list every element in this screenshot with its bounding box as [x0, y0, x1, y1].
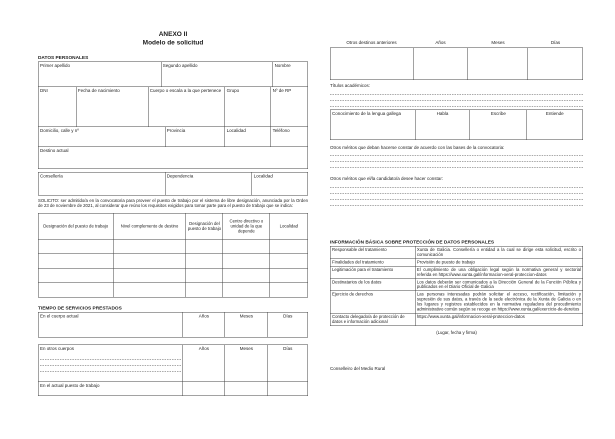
cuerpo-actual-label: En el cuerpo actual	[40, 313, 79, 319]
nombre-label: Nombre	[274, 62, 291, 68]
puesto-header-designacion1: Designación del puesto de trabajo	[39, 214, 114, 240]
otros-destinos-field[interactable]	[331, 48, 414, 80]
puesto-row-cell[interactable]	[39, 269, 114, 284]
otros-destinos-table	[330, 47, 583, 80]
puesto-header-localidad: Localidad	[270, 214, 308, 240]
anos-label: Años	[435, 40, 446, 45]
puesto-row-cell[interactable]	[113, 240, 186, 255]
puesto-row-cell[interactable]	[270, 269, 308, 284]
dependencia-label: Dependencia	[166, 173, 194, 179]
conselleria-table	[38, 172, 308, 196]
writing-line[interactable]	[330, 100, 583, 106]
otros-meritos-candidato-label: Otros méritos que el/la candidato/a desee hacer constar:	[330, 176, 444, 182]
puesto-row-cell[interactable]	[270, 254, 308, 269]
writing-line[interactable]	[330, 200, 583, 206]
proteccion-row-label: Destinatarios de los datos	[331, 279, 416, 291]
titulos-academicos-label: Títulos académicos:	[330, 82, 371, 88]
otros-cuerpos-label: En otros cuerpos	[40, 346, 75, 352]
proteccion-row-label: Contacto delegado/a de protección de datos e información adicional	[331, 313, 416, 325]
segundo-apellido-field[interactable]	[161, 62, 273, 87]
puesto-row-cell[interactable]	[186, 254, 223, 269]
anos-label: Años	[198, 346, 210, 352]
fecha-nacimiento-label: Fecha de nacimiento	[77, 87, 120, 93]
puesto-header-nivel: Nivel complemento de destino	[113, 214, 186, 240]
primer-apellido-field[interactable]	[39, 62, 162, 87]
provincia-field[interactable]	[165, 127, 225, 147]
telefono-label: Teléfono	[272, 127, 290, 133]
lengua-gallega-field[interactable]	[331, 110, 416, 140]
destino-actual-label: Destino actual	[40, 147, 69, 153]
puesto-row-cell[interactable]	[270, 240, 308, 255]
otros-meritos-bases-label: Otros méritos que deban hacerse constar de acuerdo con las bases de la convocatoria:	[330, 144, 505, 150]
otros-cuerpos-meses-field[interactable]	[225, 345, 268, 382]
entiende-field[interactable]	[527, 110, 583, 140]
puesto-table	[38, 213, 308, 298]
localidad2-field[interactable]	[252, 172, 308, 195]
proteccion-row-value: Xunta de Galicia. Consellería o entidad a la cual se dirige esta solicitud, escrito o comunicación	[416, 247, 581, 258]
escribe-field[interactable]	[470, 110, 527, 140]
dias-label: Días	[283, 346, 293, 352]
form-title-line2: Modelo de solicitud	[142, 38, 204, 46]
localidad2-label: Localidad	[253, 173, 273, 179]
puesto-row-cell[interactable]	[113, 283, 186, 298]
lengua-gallega-label: Conocimiento de la lengua gallega	[332, 110, 402, 116]
fecha-nacimiento-field[interactable]	[76, 87, 148, 127]
otros-cuerpos-dias-field[interactable]	[268, 345, 308, 382]
localidad-field[interactable]	[225, 127, 271, 147]
puesto-header-centro: Centro directivo o unidad de la que depende	[223, 214, 270, 240]
domicilio-field[interactable]	[39, 127, 166, 147]
dni-label: DNI	[40, 87, 48, 93]
actual-puesto-label: En el actual puesto de trabajo	[40, 383, 100, 389]
solicito-paragraph: SOLICITO: ser admitido/a en la convocatoria para proveer el puesto de trabajo por el sistema de libre designación, anunciada por la Orden de 23 de noviembre de 2021, al considerar que reúno los requisitos exigidos para tomar parte para el puesto de trabajo que se indica:	[38, 197, 308, 209]
otros-destinos-header-row	[330, 40, 583, 45]
localidad-label: Localidad	[226, 127, 246, 133]
datos-personales-heading: DATOS PERSONALES	[38, 54, 89, 61]
lugar-fecha-firma: (Lugar, fecha y firma)	[436, 329, 477, 335]
proteccion-row-value: El cumplimiento de una obligación legal según la normativa general y sectorial referida en https://www.xunta.gal/informacion-xeral-proteccion-datos	[416, 266, 581, 277]
otros-destinos-meses-field[interactable]	[468, 48, 528, 80]
puesto-row-cell[interactable]	[186, 240, 223, 255]
proteccion-row-value: Los datos deberán ser comunicados a la Dirección General de la Función Pública y publicados en el Diario Oficial de Galicia	[416, 279, 581, 290]
puesto-row-cell[interactable]	[39, 283, 114, 298]
num-rp-field[interactable]	[271, 87, 308, 127]
otros-destinos-dias-field[interactable]	[528, 48, 583, 80]
cuerpo-escala-field[interactable]	[148, 87, 225, 127]
grupo-field[interactable]	[225, 87, 271, 127]
cuerpo-actual-field[interactable]	[39, 313, 184, 338]
puesto-header-designacion2: Designación del puesto de trabajo	[186, 214, 223, 240]
puesto-row-cell[interactable]	[223, 283, 270, 298]
right-column	[330, 40, 583, 371]
proteccion-row-value: Provisión de puesto de trabajo	[415, 259, 583, 266]
segundo-apellido-label: Segundo apellido	[162, 62, 198, 68]
otros-cuerpos-anos-field[interactable]	[183, 345, 225, 382]
puesto-row-cell[interactable]	[113, 254, 186, 269]
meses-label: Meses	[239, 346, 253, 352]
conselleria-label: Consellería	[40, 173, 63, 179]
nombre-field[interactable]	[273, 62, 308, 87]
habla-field[interactable]	[415, 110, 470, 140]
destino-actual-field[interactable]	[39, 147, 309, 169]
anos-label: Años	[198, 313, 210, 319]
actual-puesto-field[interactable]	[39, 382, 184, 396]
puesto-row-cell[interactable]	[223, 240, 270, 255]
puesto-row-cell[interactable]	[39, 240, 114, 255]
actual-puesto-anos-field[interactable]	[183, 382, 225, 396]
puesto-row-cell[interactable]	[186, 283, 223, 298]
otros-cuerpos-table	[38, 345, 308, 397]
form-title-line1: ANEXO II	[158, 30, 188, 38]
cuerpo-actual-meses-field[interactable]	[225, 313, 268, 338]
conselleiro-footer: Conselleiro del Medio Rural	[330, 365, 386, 371]
grupo-label: Grupo	[226, 87, 240, 93]
proteccion-row-value: https://www.xunta.gal/informacion-xeral-proteccion-datos	[415, 313, 583, 325]
primer-apellido-label: Primer apellido	[40, 62, 71, 68]
cuerpo-actual-anos-field[interactable]	[183, 313, 225, 338]
puesto-row-cell[interactable]	[270, 283, 308, 298]
proteccion-row-label: Finalidades del tratamiento	[331, 259, 416, 266]
tiempo-servicios-heading: TIEMPO DE SERVICIOS PRESTADOS	[38, 305, 122, 312]
form-title	[38, 30, 308, 47]
puesto-row-cell[interactable]	[39, 254, 114, 269]
proteccion-datos-heading: INFORMACIÓN BÁSICA SOBRE PROTECCIÓN DE DATOS PERSONALES	[330, 239, 495, 246]
actual-puesto-dias-field[interactable]	[268, 382, 308, 396]
proteccion-row-value: Las personas interesadas podrán solicitar el acceso, rectificación, limitación y supresión de sus datos, a través de la sede electrónica de la Xunta de Galicia o en los lugares y registros establecidos en la normativa reguladora del procedimiento administrativo común según se recoge en https://www.xunta.gal/exercicio-de-dereitos	[416, 291, 581, 312]
entiende-label: Entiende	[545, 110, 564, 116]
domicilio-label: Domicilio, calle y nº	[40, 127, 79, 133]
meses-label: Meses	[239, 313, 253, 319]
dependencia-field[interactable]	[165, 172, 252, 195]
lengua-gallega-table	[330, 109, 583, 140]
actual-puesto-meses-field[interactable]	[225, 382, 268, 396]
proteccion-row-label: Responsable del tratamiento	[331, 247, 416, 259]
dni-field[interactable]	[39, 87, 77, 127]
puesto-row-cell[interactable]	[223, 269, 270, 284]
puesto-row-cell[interactable]	[186, 269, 223, 284]
provincia-label: Provincia	[166, 127, 186, 133]
proteccion-row-label: Legitimación para el tratamiento	[331, 266, 416, 278]
otros-destinos-anos-field[interactable]	[413, 48, 468, 80]
conselleria-field[interactable]	[39, 172, 166, 195]
cuerpo-actual-table	[38, 312, 308, 338]
dias-label: Días	[550, 40, 561, 45]
escribe-label: Escribe	[490, 110, 506, 116]
proteccion-datos-table	[330, 246, 583, 326]
proteccion-row-label: Ejercicio de derechos	[331, 291, 416, 313]
writing-line[interactable]	[330, 162, 583, 168]
writing-line[interactable]	[40, 366, 181, 372]
num-rp-label: Nº de RP	[272, 87, 292, 93]
datos-personales-table	[38, 61, 308, 169]
meses-label: Meses	[491, 40, 505, 45]
otros-destinos-label: Otros destinos anteriores	[346, 40, 397, 45]
puesto-row-cell[interactable]	[223, 254, 270, 269]
puesto-row-cell[interactable]	[113, 269, 186, 284]
left-column	[38, 30, 308, 396]
cuerpo-escala-label: Cuerpo o escala a la que pertenece	[149, 87, 222, 93]
dias-label: Días	[283, 313, 293, 319]
telefono-field[interactable]	[271, 127, 308, 147]
otros-cuerpos-field[interactable]	[39, 345, 184, 382]
habla-label: Habla	[436, 110, 449, 116]
cuerpo-actual-dias-field[interactable]	[268, 313, 308, 338]
